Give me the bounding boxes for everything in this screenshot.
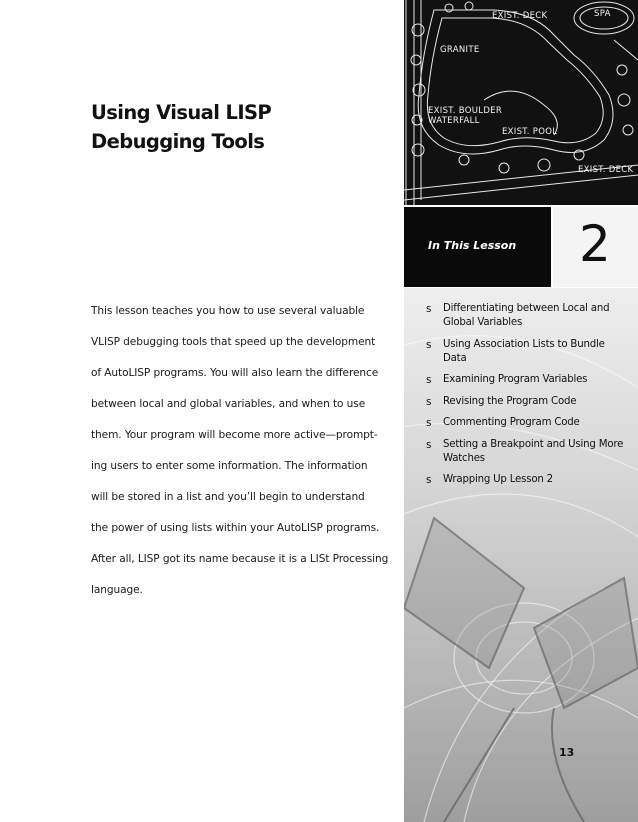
title-line-2: Debugging Tools [91,130,265,153]
body-line: language. [91,584,143,596]
drawing-label: EXIST. POOL [502,127,558,137]
list-item [426,416,626,430]
list-item [426,302,626,330]
bullet-marker: s [426,338,432,351]
title-line-1: Using Visual LISP [91,101,272,124]
in-this-lesson-label: In This Lesson [428,239,517,252]
page-number: 13 [559,746,575,759]
topic-text: Revising the Program Code [443,395,577,407]
topic-text: Setting a Breakpoint and Using More Watches [443,438,624,464]
chapter-title [91,98,391,156]
bullet-marker: s [426,374,432,386]
list-item [426,338,626,366]
chapter-number: 2 [579,215,611,273]
topic-text: Examining Program Variables [443,374,588,385]
body-line: them. Your program will become more active—prompt- [91,429,378,441]
body-line: of AutoLISP programs. You will also learn the difference [91,367,379,379]
bullet-marker: s [426,395,432,408]
body-line: will be stored in a list and you’ll begin to understand [91,491,365,503]
topic-text: Differentiating between Local and Global Variables [443,303,610,328]
drawing-label: GRANITE [440,45,480,55]
list-item [426,438,626,466]
body-line: After all, LISP got its name because it is a LISt Processing [91,553,389,565]
drawing-label: EXIST. BOULDER [428,106,503,116]
bullet-marker: s [426,303,432,315]
body-line: ing users to enter some information. The information [91,460,368,472]
cad-drawing-image [404,0,638,205]
sidebar [404,0,638,822]
intro-paragraph [91,296,391,606]
drawing-label: EXIST. DECK [578,165,634,175]
topic-text: Wrapping Up Lesson 2 [443,474,553,485]
body-line: between local and global variables, and when to use [91,398,366,410]
cad-drawing-svg [404,0,638,205]
bullet-marker: s [426,438,432,451]
list-item [426,473,626,487]
drawing-label: EXIST. DECK [492,11,548,21]
list-item [426,395,626,409]
lesson-topics-list [426,302,626,495]
topic-text: Using Association Lists to Bundle Data [443,338,605,364]
list-item [426,373,626,387]
drawing-label: WATERFALL [428,116,480,126]
drawing-label: SPA [594,9,611,19]
bullet-marker: s [426,474,432,486]
body-line: the power of using lists within your AutoLISP programs. [91,522,380,534]
bullet-marker: s [426,417,432,429]
topic-text: Commenting Program Code [443,417,580,428]
body-line: This lesson teaches you how to use several valuable [91,305,365,317]
body-line: VLISP debugging tools that speed up the development [91,336,376,348]
